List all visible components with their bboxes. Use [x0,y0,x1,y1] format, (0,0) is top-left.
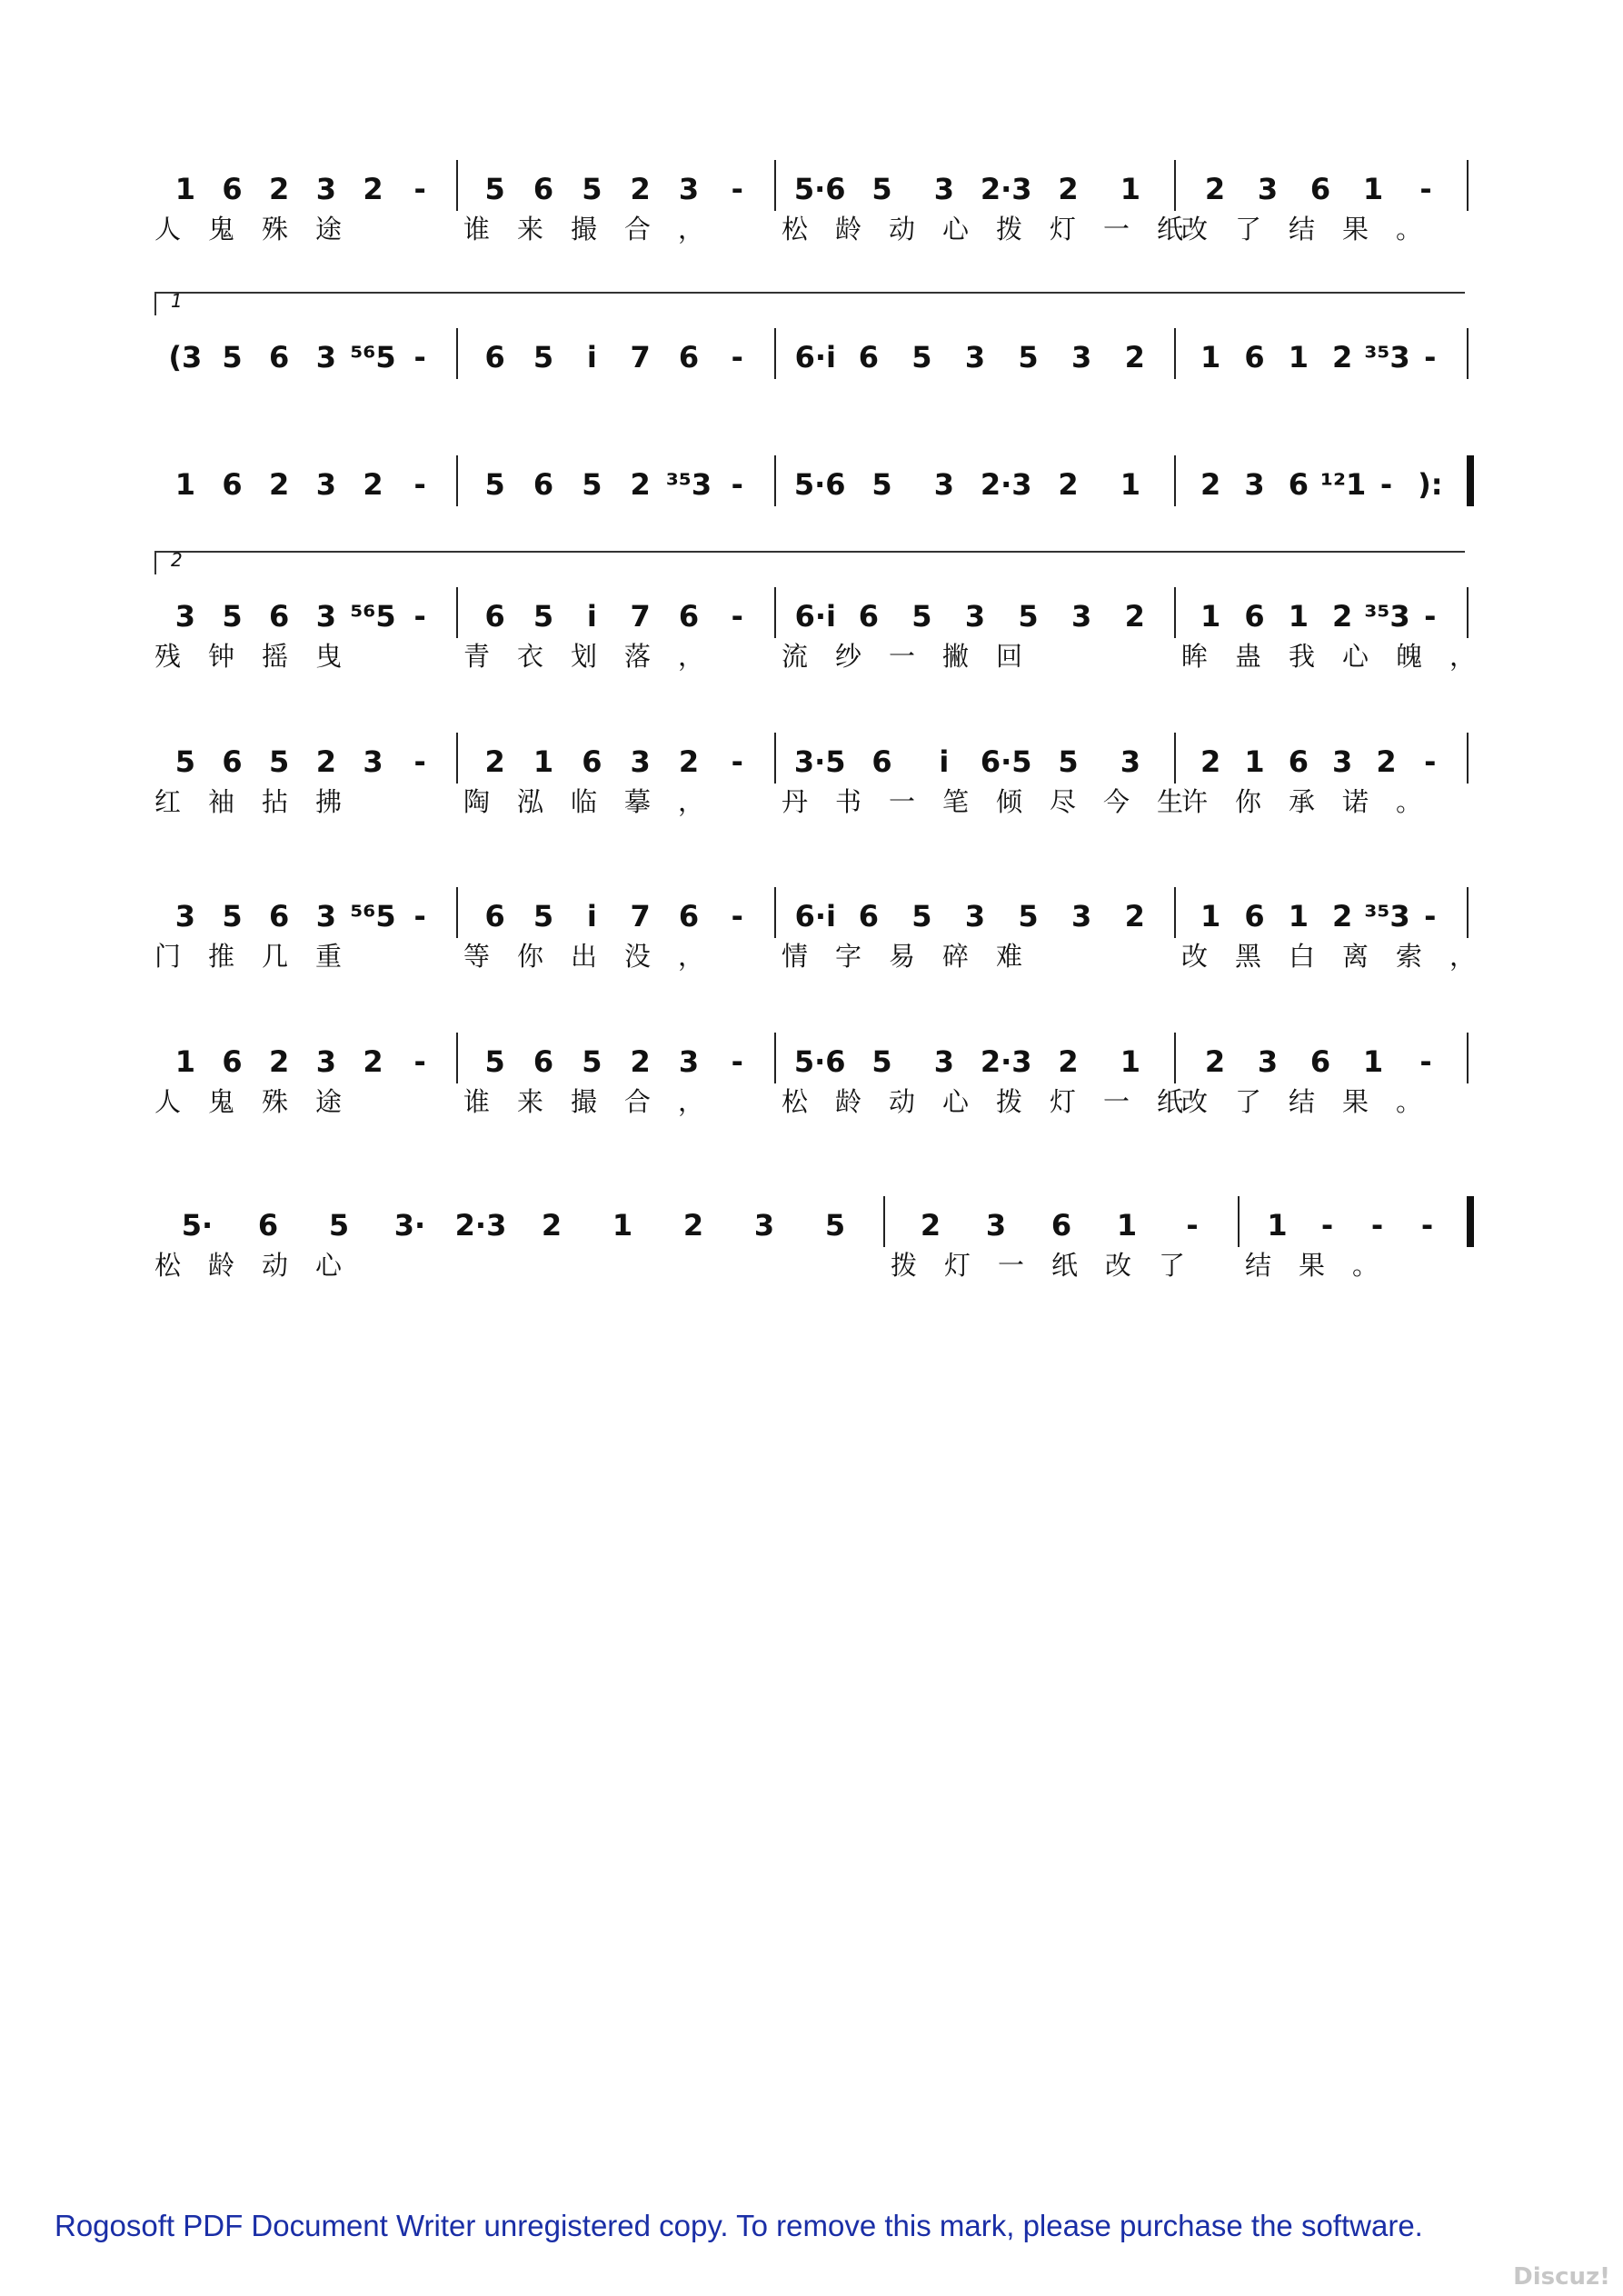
final-bar-line [1467,1196,1474,1247]
note: 2·3 [454,1208,507,1243]
bar-line [774,587,776,638]
note: 6 [858,599,879,634]
note: - [1424,599,1437,634]
note: 7 [630,899,651,933]
note: 5 [911,599,932,634]
note: 2 [1058,1044,1079,1079]
bar-line [1174,328,1176,379]
note: 2 [1058,172,1079,206]
note: 6 [222,744,243,779]
lyric-phrase: 情字易碎难 [782,941,1050,972]
note: - [731,899,743,933]
note: 2 [920,1208,941,1243]
note: 3 [363,744,383,779]
bar-line [1238,1196,1240,1247]
note: - [1370,1208,1384,1243]
note: 2·3 [980,1044,1032,1079]
lyric-phrase: 青衣划落， [463,641,732,672]
note: 2 [541,1208,563,1243]
note: 5 [269,744,290,779]
note: 5 [1018,599,1039,634]
notes-line [0,1191,1623,1254]
lyric-phrase: 丹书一笔倾尽今生 [782,786,1211,817]
note: 1 [174,172,195,206]
note: 5 [582,1044,602,1079]
note: 6 [222,467,243,502]
note: 5 [911,899,932,933]
note: 3 [315,172,336,206]
note: 6 [678,599,700,634]
note: 5·6 [793,1044,846,1079]
score-line [0,882,1623,1009]
note: - [413,467,426,502]
note: 5 [533,340,554,374]
note: 6 [1288,467,1309,502]
note: 5 [484,467,505,502]
note: 6 [533,467,554,502]
note: 6 [678,899,700,933]
score-line [0,290,1623,450]
note: 2 [1200,744,1221,779]
note: i [586,899,597,933]
note: - [1424,899,1437,933]
lyrics-line [0,1085,1623,1122]
note: 6 [678,340,700,374]
bar-line [1174,1033,1176,1083]
note: 6 [269,340,290,374]
score-line [0,727,1623,854]
note: 3 [964,340,986,374]
note: 6 [858,340,879,374]
bar-line [774,733,776,784]
bar-line [1467,733,1469,784]
bar-line [1174,587,1176,638]
note: 5 [582,467,602,502]
note: 3 [964,899,986,933]
note: 3 [985,1208,1007,1243]
note: 5 [911,340,932,374]
note: 6 [484,899,505,933]
note: - [1420,1208,1434,1243]
bar-line [456,160,458,211]
lyric-phrase: 松龄动心拨灯一纸 [782,214,1211,245]
note: 3 [315,599,336,634]
note: 1 [1200,899,1221,933]
note: 1 [1200,340,1221,374]
note: ³⁵3 [1364,599,1410,634]
note: 2 [1058,467,1079,502]
note: - [413,172,426,206]
note: 3 [315,1044,336,1079]
note: 1 [1120,1044,1140,1079]
bar-line [1174,455,1176,506]
note: 1 [1362,172,1384,206]
note: 2 [1332,340,1353,374]
note: 2 [630,172,651,206]
note: 2 [678,744,700,779]
note: 3 [678,1044,700,1079]
notes-line [0,727,1623,791]
note: 3 [1332,744,1353,779]
note: ): [1418,467,1443,502]
note: i [939,744,950,779]
note: 3 [174,899,195,933]
note: - [1419,172,1432,206]
note: - [1320,1208,1334,1243]
note: 2 [682,1208,704,1243]
note: 5 [1018,899,1039,933]
note: - [1424,744,1437,779]
lyric-phrase: 人鬼殊途 [154,214,370,245]
note: - [413,1044,426,1079]
note: 6 [269,599,290,634]
bar-line [456,328,458,379]
note: 2 [269,172,290,206]
note: 6·i [794,340,836,374]
note: 2 [1124,899,1145,933]
lyrics-line [0,640,1623,676]
note: - [1419,1044,1432,1079]
bar-line [456,887,458,938]
lyric-phrase: 等你出没， [463,941,732,972]
note: (3 [168,340,203,374]
note: ¹²1 [1320,467,1367,502]
lyric-phrase: 流纱一撇回 [782,641,1050,672]
note: 1 [1120,172,1140,206]
note: 2 [484,744,505,779]
note: 1 [1362,1044,1384,1079]
note: 6 [222,1044,243,1079]
lyric-phrase: 陶泓临摹， [463,786,732,817]
note: 1 [1267,1208,1288,1243]
note: 6 [257,1208,279,1243]
lyric-phrase: 改黑白离索， [1181,941,1504,972]
note: - [413,744,426,779]
note: - [731,340,743,374]
note: 5 [533,599,554,634]
note: 2 [315,744,336,779]
note: 5 [871,467,892,502]
note: 5 [484,1044,505,1079]
note: 1 [1288,899,1309,933]
score-line [0,549,1623,709]
note: 2 [1124,599,1145,634]
note: 6 [484,599,505,634]
note: 3 [1257,1044,1279,1079]
notes-line [0,450,1623,514]
note: 5 [328,1208,350,1243]
note: 3 [933,1044,954,1079]
notes-line [0,1027,1623,1091]
note: - [731,467,743,502]
score-line [0,1191,1623,1318]
bar-line [774,1033,776,1083]
note: 6 [1050,1208,1072,1243]
lyric-phrase: 改了结果。 [1181,214,1450,245]
bar-line [456,455,458,506]
note: ³⁵3 [665,467,712,502]
note: 2·3 [980,172,1032,206]
note: 2 [363,467,383,502]
lyric-phrase: 残钟摇曳 [154,641,370,672]
note: 3 [1070,340,1092,374]
lyric-phrase: 人鬼殊途 [154,1086,370,1117]
note: 1 [1288,599,1309,634]
bar-line [1174,887,1176,938]
bar-line [774,455,776,506]
note: 3 [1070,899,1092,933]
volta-number: 1 [171,290,183,312]
note: 6 [582,744,602,779]
note: 6 [533,172,554,206]
note: ⁵⁶5 [350,599,396,634]
note: 5· [181,1208,214,1243]
note: 6·5 [980,744,1032,779]
note: 1 [1120,467,1140,502]
note: 6 [222,172,243,206]
lyric-phrase: 拨灯一纸改了 [891,1250,1213,1281]
final-bar-line [1467,455,1474,506]
lyric-phrase: 结果。 [1245,1250,1407,1281]
bar-line [774,160,776,211]
note: 3 [1070,599,1092,634]
note: 2 [269,467,290,502]
note: ⁵⁶5 [350,340,396,374]
note: 6 [858,899,879,933]
notes-line [0,323,1623,386]
note: 3 [1244,467,1265,502]
note: 3 [933,467,954,502]
bar-line [774,887,776,938]
note: - [1379,467,1393,502]
lyric-phrase: 改了结果。 [1181,1086,1450,1117]
note: 3 [315,899,336,933]
bar-line [1467,328,1469,379]
note: 6 [1244,599,1265,634]
bar-line [1174,733,1176,784]
score-line [0,1027,1623,1154]
lyric-phrase: 红袖拈拂 [154,786,370,817]
volta-bracket [154,292,1465,315]
note: ⁵⁶5 [350,899,396,933]
lyrics-line [0,785,1623,822]
note: 1 [533,744,554,779]
note: 5 [871,172,892,206]
note: 5·6 [793,467,846,502]
note: 2 [630,1044,651,1079]
note: 2 [1124,340,1145,374]
note: 5 [222,899,243,933]
note: 2 [630,467,651,502]
note: 6 [269,899,290,933]
note: 6·i [794,899,836,933]
note: 2 [363,1044,383,1079]
lyric-phrase: 谁来撮合， [463,1086,732,1117]
note: 1 [612,1208,633,1243]
bar-line [1174,160,1176,211]
note: 1 [174,1044,195,1079]
bar-line [456,587,458,638]
note: 5 [174,744,195,779]
note: 7 [630,340,651,374]
note: 6 [1309,1044,1331,1079]
note: 5 [484,172,505,206]
note: 1 [1116,1208,1138,1243]
note: - [413,599,426,634]
lyric-phrase: 许你承诺。 [1181,786,1450,817]
volta-bracket [154,551,1465,574]
note: - [731,172,743,206]
note: 3 [630,744,651,779]
note: 6 [1288,744,1309,779]
lyric-phrase: 松龄动心 [154,1250,370,1281]
note: 2 [1376,744,1397,779]
note: 1 [1244,744,1265,779]
note: 5 [533,899,554,933]
note: 6 [1244,340,1265,374]
note: 3 [678,172,700,206]
bar-line [456,1033,458,1083]
note: i [586,340,597,374]
lyrics-line [0,940,1623,976]
note: 3 [1257,172,1279,206]
note: 2 [269,1044,290,1079]
note: 3 [964,599,986,634]
notes-line [0,582,1623,645]
note: 5 [582,172,602,206]
note: - [731,599,743,634]
note: 3 [315,340,336,374]
lyric-phrase: 松龄动心拨灯一纸 [782,1086,1211,1117]
bar-line [774,328,776,379]
bar-line [1467,1033,1469,1083]
note: 6 [533,1044,554,1079]
note: 5 [222,599,243,634]
lyrics-line [0,213,1623,249]
note: 2 [1200,467,1221,502]
lyric-phrase: 眸蛊我心魄， [1181,641,1504,672]
note: 5 [824,1208,846,1243]
note: 2 [363,172,383,206]
note: 2 [1204,172,1226,206]
note: - [413,899,426,933]
lyric-phrase: 谁来撮合， [463,214,732,245]
note: 6·i [794,599,836,634]
bar-line [1467,160,1469,211]
note: - [731,1044,743,1079]
note: 6 [1309,172,1331,206]
bar-line [1467,887,1469,938]
note: - [731,744,743,779]
note: 5 [871,1044,892,1079]
score-line [0,155,1623,282]
watermark-text: Rogosoft PDF Document Writer unregistered copy. To remove this mark, please purchase the software. [55,2209,1423,2242]
note: 5 [222,340,243,374]
note: 7 [630,599,651,634]
note: 1 [1200,599,1221,634]
note: 5·6 [793,172,846,206]
note: - [413,340,426,374]
note: 3·5 [793,744,846,779]
bar-line [456,733,458,784]
corner-logo-text: Discuz! [1513,2263,1610,2291]
note: 6 [484,340,505,374]
bar-line [883,1196,885,1247]
note: i [586,599,597,634]
note: 6 [871,744,892,779]
note: - [1186,1208,1199,1243]
lyrics-line [0,1249,1623,1285]
notes-line [0,882,1623,945]
note: 2 [1204,1044,1226,1079]
note: ³⁵3 [1364,899,1410,933]
note: 3 [315,467,336,502]
note: 3 [753,1208,775,1243]
note: 3· [393,1208,426,1243]
note: 2 [1332,599,1353,634]
notes-line [0,155,1623,218]
note: 5 [1058,744,1079,779]
note: 5 [1018,340,1039,374]
note: 3 [174,599,195,634]
note: 6 [1244,899,1265,933]
note: 3 [933,172,954,206]
note: 2·3 [980,467,1032,502]
volta-number: 2 [171,549,183,571]
note: 1 [1288,340,1309,374]
lyric-phrase: 门推几重 [154,941,370,972]
note: ³⁵3 [1364,340,1410,374]
note: 3 [1120,744,1140,779]
bar-line [1467,587,1469,638]
note: 2 [1332,899,1353,933]
note: 1 [174,467,195,502]
note: - [1424,340,1437,374]
